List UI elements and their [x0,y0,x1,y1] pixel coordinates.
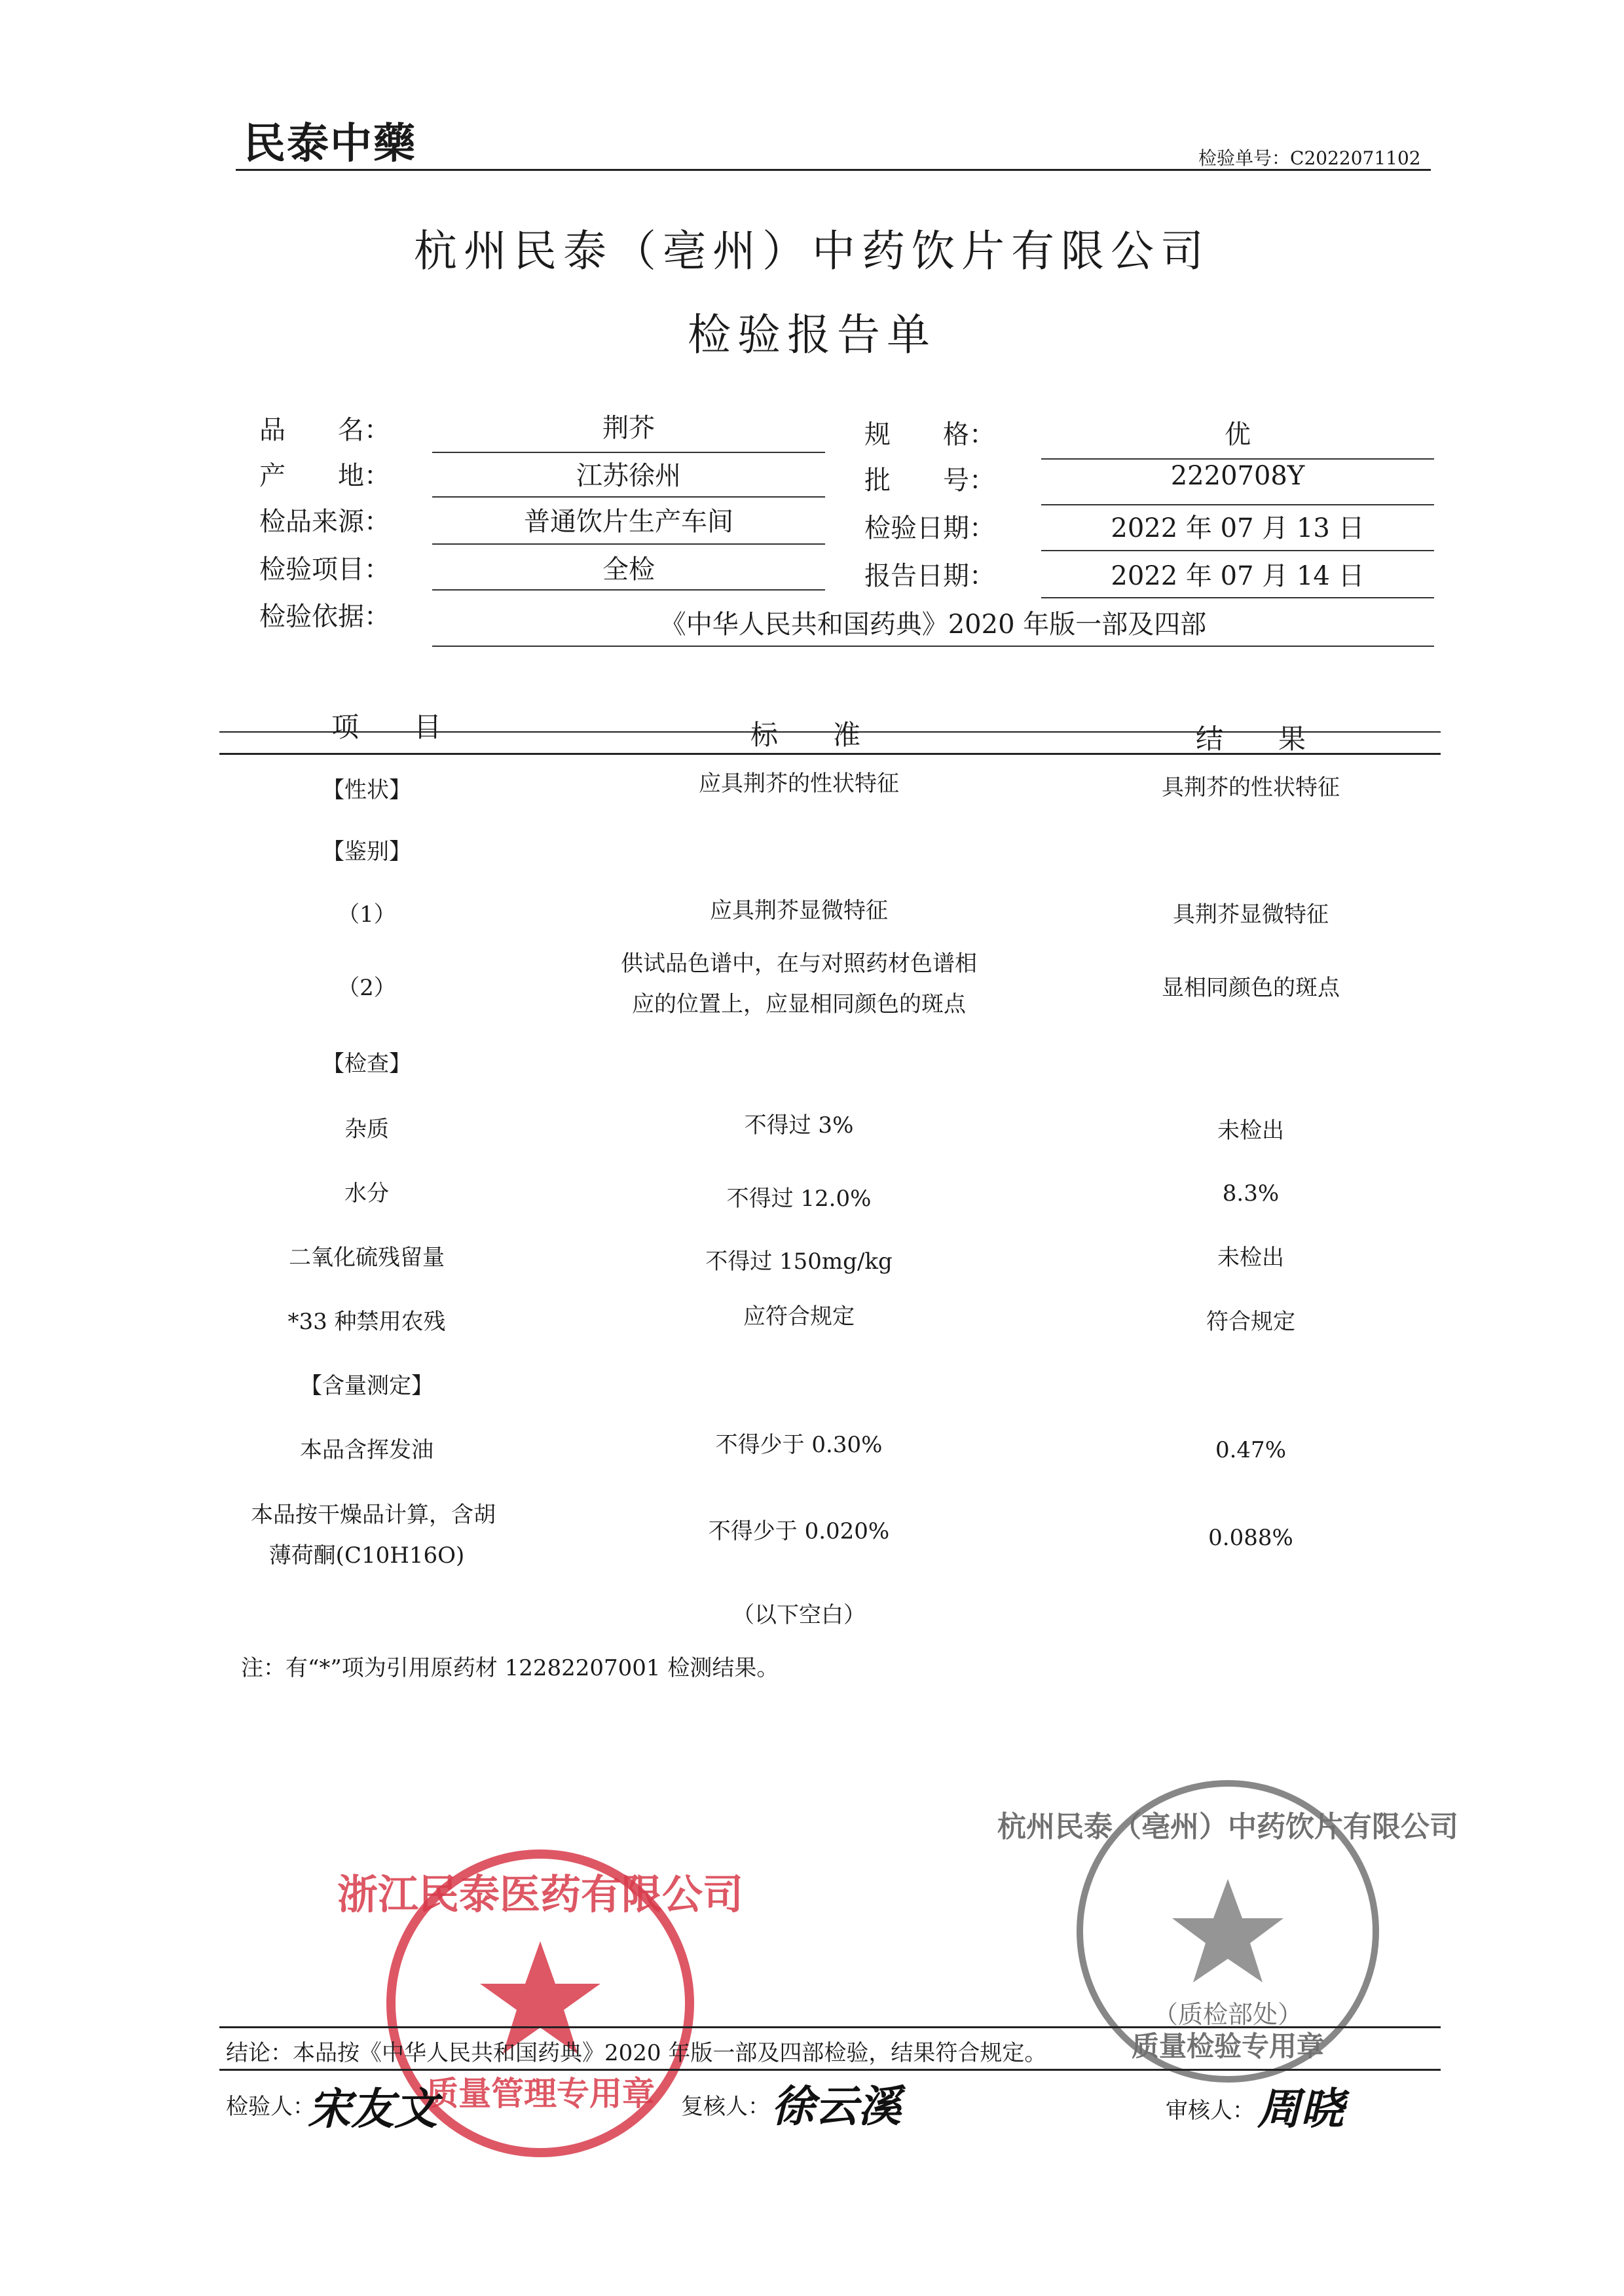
row-result: 0.088% [1208,1525,1293,1551]
origin-label: 产 地： [259,461,390,491]
report-number-label: 检验单号： [1198,147,1291,169]
report-date-value: 2022 年 07 月 14 日 [1111,561,1365,591]
blank-note: （以下空白） [732,1602,866,1628]
row-standard: 不得少于 0.30% [715,1432,883,1458]
row-standard: 不得过 3% [744,1112,854,1139]
row-result: 具荆芥的性状特征 [1162,774,1340,801]
source-underline [432,543,825,545]
row-item: 【性状】 [322,777,411,803]
row-item: （1） [337,902,396,928]
source-value: 普通饮片生产车间 [524,507,733,537]
name-underline [432,452,825,453]
header-divider [236,169,1431,171]
row-result: 未检出 [1217,1245,1284,1271]
report-number [1198,144,1421,170]
name-value: 荆芥 [602,413,655,443]
item-value: 全检 [602,555,655,585]
svg-text:质量管理专用章: 质量管理专用章 [426,2074,655,2113]
svg-text:质量检验专用章: 质量检验专用章 [1131,2030,1325,2062]
conclusion-top-line [219,2026,1441,2028]
origin-underline [432,496,825,498]
row-standard-line2: 应的位置上，应显相同颜色的斑点 [632,991,966,1017]
row-item: *33 种禁用农残 [287,1309,446,1335]
row-standard: 不得过 12.0% [726,1186,872,1212]
item-underline [432,589,825,591]
table-header-bottom-line [219,753,1441,755]
batch-underline [1041,504,1434,505]
company-logo: 民泰中藥 [244,119,416,168]
spec-value: 优 [1225,420,1251,450]
row-item: 杂质 [344,1116,389,1142]
row-standard: 供试品色谱中，在与对照药材色谱相 [621,951,977,977]
col-header-standard: 标 准 [750,719,860,751]
basis-underline [432,646,1434,647]
row-item: 本品含挥发油 [300,1437,434,1463]
batch-value: 2220708Y [1170,461,1305,491]
row-item: 本品按干燥品计算，含胡 [251,1502,496,1528]
origin-value: 江苏徐州 [576,461,681,491]
col-header-item: 项 目 [331,711,441,743]
row-item: （2） [337,975,396,1001]
test-date-label: 检验日期： [864,513,995,543]
row-item: 水分 [344,1180,389,1207]
report-date-label: 报告日期： [864,561,995,591]
row-result: 8.3% [1222,1180,1280,1207]
footnote: 注：有“*”项为引用原药材 12282207001 检测结果。 [241,1655,779,1681]
approver-label: 审核人： [1166,2098,1255,2124]
conclusion: 结论：本品按《中华人民共和国药典》2020 年版一部及四部检验，结果符合规定。 [226,2040,1047,2066]
basis-value: 《中华人民共和国药典》2020 年版一部及四部 [659,610,1207,640]
conclusion-bottom-line [219,2069,1441,2071]
report-date-underline [1041,597,1434,598]
basis-label: 检验依据： [259,602,390,632]
item-label: 检验项目： [259,555,390,585]
row-item: 【检查】 [322,1051,411,1077]
inspector-signature: 宋友文 [308,2083,437,2134]
row-item: 二氧化硫残留量 [289,1245,445,1271]
spec-underline [1041,458,1434,460]
row-result: 具荆芥显微特征 [1173,902,1329,928]
row-item: 【鉴别】 [322,839,411,865]
row-item-line2: 薄荷酮(C10H16O) [268,1542,465,1569]
svg-text:浙江民泰医药有限公司: 浙江民泰医药有限公司 [337,1870,744,1918]
test-date-underline [1041,550,1434,551]
test-date-value: 2022 年 07 月 13 日 [1111,513,1365,543]
row-standard: 不得少于 0.020% [708,1518,890,1544]
row-result: 符合规定 [1206,1309,1295,1335]
gray-seal [997,1774,1458,2088]
reviewer-signature: 徐云溪 [771,2081,901,2132]
name-label: 品 名： [259,415,390,445]
table-header-top-line [219,731,1441,733]
document-title: 检验报告单 [688,310,936,360]
approver-signature: 周晓 [1257,2083,1344,2134]
reviewer-label: 复核人： [681,2094,770,2120]
row-result: 未检出 [1217,1118,1284,1144]
svg-text:（质检部处）: （质检部处） [1153,2000,1303,2029]
batch-label: 批 号： [864,465,995,496]
row-standard: 应符合规定 [743,1303,855,1330]
svg-text:杭州民泰（亳州）中药饮片有限公司: 杭州民泰（亳州）中药饮片有限公司 [997,1810,1458,1844]
source-label: 检品来源： [259,507,390,537]
company-name: 杭州民泰（亳州）中药饮片有限公司 [414,226,1210,276]
row-result: 显相同颜色的斑点 [1162,975,1340,1001]
row-result: 0.47% [1215,1437,1286,1463]
row-standard: 应具荆芥显微特征 [710,898,888,924]
inspector-label: 检验人： [226,2094,315,2120]
col-header-result: 结 果 [1195,723,1306,755]
report-number-value: C2022071102 [1290,147,1421,169]
spec-label: 规 格： [864,420,995,450]
row-standard: 不得过 150mg/kg [705,1248,893,1275]
row-item: 【含量测定】 [300,1373,434,1399]
row-standard: 应具荆芥的性状特征 [699,771,899,797]
